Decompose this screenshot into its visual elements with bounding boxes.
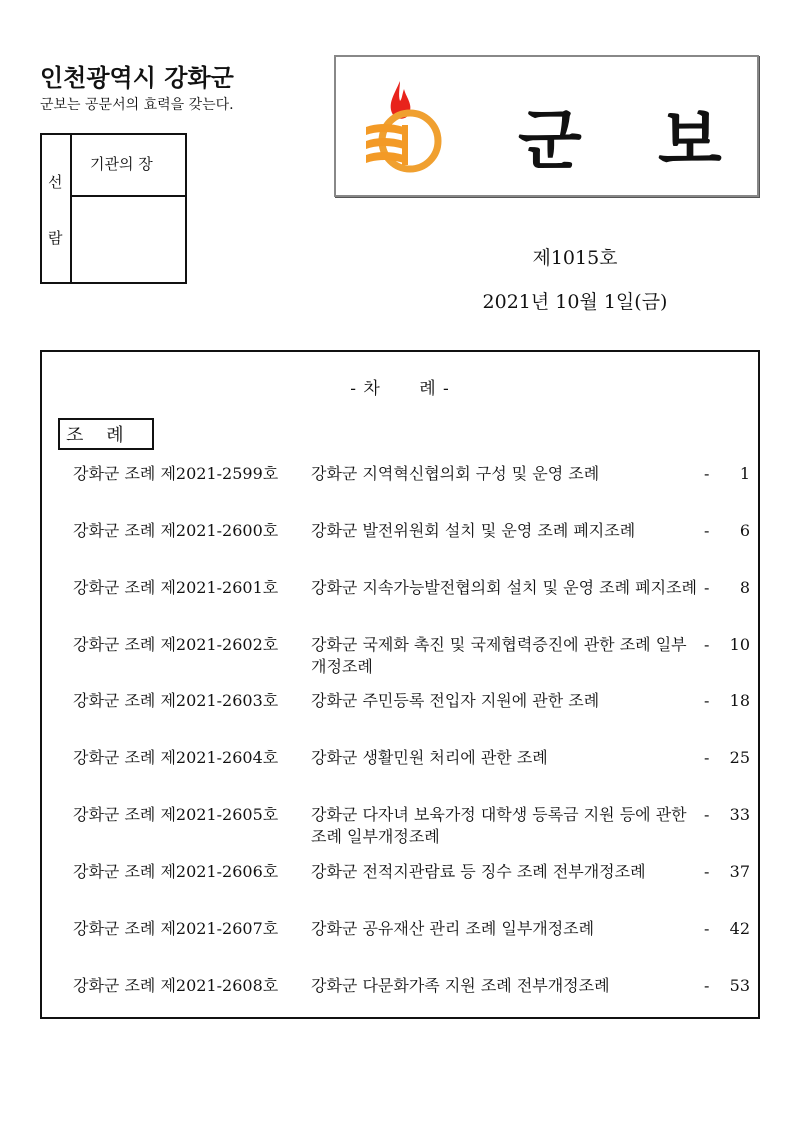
banner-title-char: 보 — [658, 102, 722, 179]
ordinance-title: 강화군 다문화가족 지원 조례 전부개정조례 — [311, 976, 610, 995]
leader-dash: - — [704, 464, 710, 483]
ordinance-number: 강화군 조례 제2021-2602호 — [73, 635, 279, 654]
ordinance-number: 강화군 조례 제2021-2605호 — [73, 805, 279, 824]
divider — [72, 195, 185, 197]
ordinance-number: 강화군 조례 제2021-2607호 — [73, 919, 279, 938]
ordinance-number: 강화군 조례 제2021-2604호 — [73, 748, 279, 767]
table-of-contents — [40, 350, 760, 1019]
banner-title-char: 군 — [518, 102, 582, 179]
page-number: 25 — [729, 748, 750, 767]
approval-label: 람 — [48, 229, 63, 247]
leader-dash: - — [704, 919, 710, 938]
toc-title: - 차 례 - — [350, 379, 450, 399]
page-number: 6 — [739, 521, 750, 540]
ordinance-title: 강화군 국제화 촉진 및 국제협력증진에 관한 조례 일부개정조례 — [311, 635, 687, 676]
leader-dash: - — [704, 805, 710, 824]
leader-dash: - — [704, 691, 710, 710]
ordinance-number: 강화군 조례 제2021-2608호 — [73, 976, 279, 995]
gazette-banner — [334, 55, 759, 197]
page-number: 18 — [729, 691, 750, 710]
approval-box — [40, 133, 187, 284]
leader-dash: - — [704, 976, 710, 995]
issue-number: 제1015호 — [532, 247, 618, 269]
ordinance-number: 강화군 조례 제2021-2606호 — [73, 862, 279, 881]
leader-dash: - — [704, 635, 710, 654]
ordinance-title: 강화군 발전위원회 설치 및 운영 조례 폐지조례 — [311, 521, 636, 540]
leader-dash: - — [704, 748, 710, 767]
organization-name: 인천광역시 강화군 — [40, 64, 234, 92]
leader-dash: - — [704, 578, 710, 597]
section-label: 조 례 — [58, 418, 154, 450]
page-number: 37 — [729, 862, 750, 881]
ordinance-number: 강화군 조례 제2021-2603호 — [73, 691, 279, 710]
page-number: 8 — [739, 578, 750, 597]
ordinance-title: 강화군 주민등록 전입자 지원에 관한 조례 — [311, 691, 600, 710]
ordinance-number: 강화군 조례 제2021-2599호 — [73, 464, 279, 483]
page-number: 42 — [729, 919, 750, 938]
ordinance-number: 강화군 조례 제2021-2601호 — [73, 578, 279, 597]
ordinance-title: 강화군 다자녀 보육가정 대학생 등록금 지원 등에 관한 조례 일부개정조례 — [311, 805, 687, 846]
page-number: 53 — [729, 976, 750, 995]
issue-date: 2021년 10월 1일(금) — [482, 291, 668, 313]
page-number: 10 — [729, 635, 750, 654]
approval-column-header: 기관의 장 — [90, 155, 153, 173]
approval-label: 선 — [48, 173, 63, 191]
subtitle: 군보는 공문서의 효력을 갖는다. — [40, 97, 234, 113]
divider — [70, 135, 72, 282]
leader-dash: - — [704, 521, 710, 540]
ganghwa-emblem-icon — [364, 77, 446, 177]
ordinance-title: 강화군 지속가능발전협의회 설치 및 운영 조례 폐지조례 — [311, 578, 698, 597]
leader-dash: - — [704, 862, 710, 881]
page-number: 33 — [729, 805, 750, 824]
ordinance-title: 강화군 공유재산 관리 조례 일부개정조례 — [311, 919, 595, 938]
page-number: 1 — [739, 464, 750, 483]
ordinance-title: 강화군 전적지관람료 등 징수 조례 전부개정조례 — [311, 862, 646, 881]
ordinance-title: 강화군 생활민원 처리에 관한 조례 — [311, 748, 548, 767]
ordinance-number: 강화군 조례 제2021-2600호 — [73, 521, 279, 540]
ordinance-title: 강화군 지역혁신협의회 구성 및 운영 조례 — [311, 464, 600, 483]
